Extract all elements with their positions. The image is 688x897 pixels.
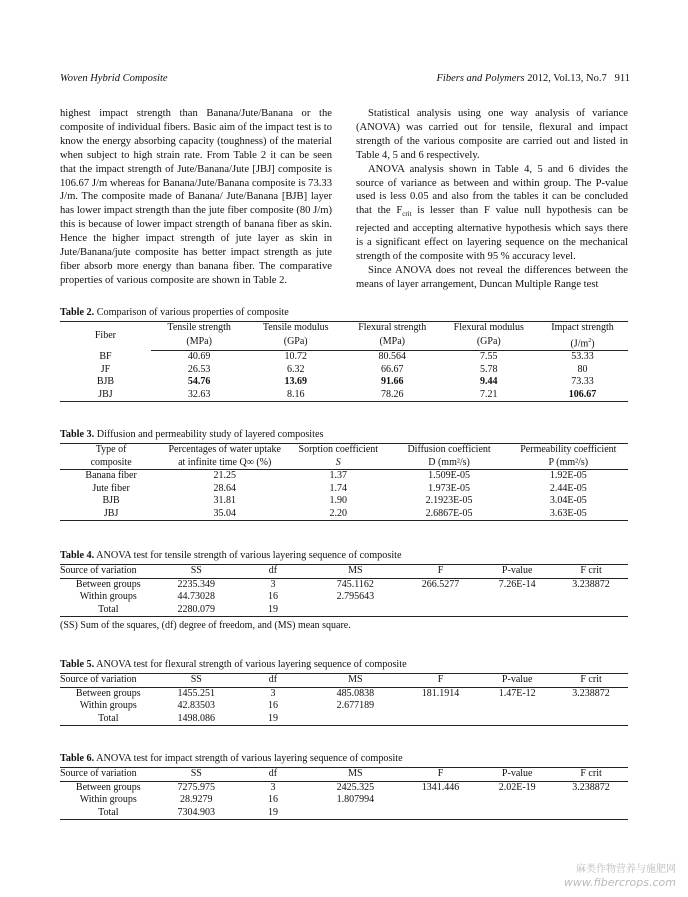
table-cell — [480, 713, 554, 726]
table-header-cell: P-value — [480, 565, 554, 579]
table-cell: 1.973E-05 — [428, 482, 471, 494]
table-cell: 9.44 — [480, 376, 498, 388]
table-cell: 80 — [577, 363, 588, 375]
table-cell — [401, 700, 481, 713]
table-row — [60, 578, 628, 591]
table-header-unit: (GPa) — [441, 335, 538, 351]
table-cell: 745.1162 — [336, 578, 374, 590]
table-header-unit: (MPa) — [344, 335, 441, 351]
table-cell: 16 — [267, 794, 278, 805]
table-4-caption: Table 4. ANOVA test for tensile strength of various layering sequence of composite — [60, 550, 402, 561]
table-cell: 1.509E-05 — [428, 470, 471, 481]
table-3-caption: Table 3. Diffusion and permeability study of layered composites — [60, 429, 324, 440]
running-header-title: Woven Hybrid Composite — [60, 73, 168, 84]
journal-name: Fibers and Polymers — [436, 73, 525, 84]
table-6-grid — [60, 767, 628, 820]
table-header-cell: Flexural modulus — [441, 322, 538, 335]
table-cell: JF — [100, 363, 111, 375]
table-2-grid — [60, 321, 628, 402]
table-row — [60, 807, 628, 820]
table-header-cell: Sorption coefficient — [287, 444, 389, 457]
table-6 — [60, 753, 628, 820]
table-row — [60, 781, 628, 794]
table-4-grid — [60, 564, 628, 617]
table-cell — [310, 713, 401, 726]
table-2-caption: Table 2. Comparison of various properties of composite — [60, 307, 289, 318]
table-cell: 6.32 — [286, 363, 305, 375]
left-paragraph: highest impact strength than Banana/Jute/Banana or the composite of individual fibers. Basic aim of the impact test is to know the energy absorbing capacity (toughness) of the material when subject to high strain rate. From Table 2 it can be seen that the impact strength of Jute/Banana/Jute [JBJ] composite is 106.67 J/m whereas for Banana/Jute/Banana composite is 73.33 J/m. The composite made of Banana/ Jute/Banana [BJB] layer has lower impact strength than the jute fiber composite (80 J/m) this is because of lower impact strength of banana fiber as skin. Hence the higher impact strength of jute layer as skin in Jute/Banana/jute composite has better impact strength as jute fiber absorb more energy than banana fiber. The comparative properties of various composite are shown in Table 2. — [60, 108, 332, 286]
table-cell: Total — [60, 604, 157, 617]
table-cell: 13.69 — [284, 376, 307, 388]
table-cell: 2.6867E-05 — [389, 508, 508, 521]
left-column — [60, 107, 332, 288]
table-header-cell: Source of variation — [60, 674, 157, 688]
table-5-grid — [60, 673, 628, 726]
table-header-cell: Source of variation — [60, 768, 157, 782]
table-3 — [60, 429, 628, 521]
table-cell: 21.25 — [213, 470, 236, 481]
table-cell: 2.1923E-05 — [425, 495, 473, 506]
table-cell: 32.63 — [151, 389, 248, 402]
table-header-cell: P-value — [480, 674, 554, 688]
table-header-cell: Fiber — [60, 322, 151, 351]
table-cell: JBJ — [60, 389, 151, 402]
table-cell: 2.02E-19 — [498, 781, 536, 793]
page-number: 911 — [614, 73, 630, 84]
table-cell — [554, 794, 628, 807]
table-5 — [60, 659, 628, 726]
table-cell — [480, 807, 554, 820]
table-cell: 10.72 — [284, 351, 307, 363]
table-header-cell: Permeability coefficient — [509, 444, 628, 457]
journal-volume-info: 2012, Vol.13, No.7 — [527, 73, 607, 84]
running-header-journal — [437, 73, 631, 84]
table-cell: Within groups — [79, 591, 137, 602]
table-header-unit: at infinite time Q∞ (%) — [162, 457, 287, 470]
table-cell — [554, 700, 628, 713]
table-row — [60, 508, 628, 521]
table-cell: 1.37 — [329, 470, 348, 481]
table-3-grid — [60, 443, 628, 521]
table-cell: 1.74 — [329, 482, 348, 494]
table-header-cell: Diffusion coefficient — [389, 444, 508, 457]
table-header-cell: F crit — [554, 565, 628, 579]
table-cell: 16 — [267, 591, 278, 602]
table-cell: 1.807994 — [336, 794, 375, 805]
table-cell: 2.44E-05 — [549, 482, 587, 494]
table-row — [60, 470, 628, 483]
table-cell: 19 — [236, 807, 310, 820]
table-cell: 7.21 — [441, 389, 538, 402]
table-2 — [60, 307, 628, 402]
table-cell — [310, 604, 401, 617]
table-cell: 2425.325 — [336, 781, 375, 793]
table-header-cell: Flexural strength — [344, 322, 441, 335]
table-header-cell: F — [401, 768, 481, 782]
table-cell: 1498.086 — [157, 713, 237, 726]
table-header-unit: $(J/m^2)$ — [537, 335, 628, 351]
table-header-cell: MS — [310, 674, 401, 688]
table-cell: 1.47E-12 — [498, 687, 536, 699]
table-cell: 19 — [236, 713, 310, 726]
table-cell: 66.67 — [380, 363, 404, 375]
table-cell: BF — [99, 351, 112, 363]
table-cell: 2.795643 — [336, 591, 375, 602]
table-cell — [480, 591, 554, 604]
table-cell: Jute fiber — [92, 482, 130, 494]
table-cell: 2280.079 — [157, 604, 237, 617]
table-header-cell: df — [236, 565, 310, 579]
table-cell: 8.16 — [247, 389, 344, 402]
table-cell: 31.81 — [213, 495, 236, 506]
table-cell: Between groups — [75, 578, 141, 590]
table-header-cell: Type of — [60, 444, 162, 457]
table-cell: 42.83503 — [177, 700, 216, 711]
table-cell — [554, 604, 628, 617]
table-row — [60, 389, 628, 402]
table-row — [60, 700, 628, 713]
table-cell: 53.33 — [571, 351, 594, 363]
table-cell: 54.76 — [187, 376, 211, 388]
table-cell: 7.55 — [480, 351, 498, 363]
table-cell: 485.0838 — [336, 687, 375, 699]
table-cell — [554, 807, 628, 820]
table-row — [60, 591, 628, 604]
table-cell: 80.564 — [378, 351, 406, 363]
table-cell: 181.1914 — [421, 687, 460, 699]
table-row — [60, 483, 628, 496]
table-header-cell: SS — [157, 565, 237, 579]
table-6-caption: Table 6. ANOVA test for impact strength of various layering sequence of composite — [60, 753, 403, 764]
table-header-cell: F crit — [554, 674, 628, 688]
table-cell: 7.26E-14 — [498, 578, 536, 590]
table-cell — [401, 713, 481, 726]
table-cell: 1341.446 — [421, 781, 460, 793]
table-cell: Banana fiber — [85, 470, 137, 481]
table-cell: 2.20 — [287, 508, 389, 521]
table-cell: Total — [60, 713, 157, 726]
table-row — [60, 376, 628, 389]
table-header-cell: MS — [310, 565, 401, 579]
table-header-cell: SS — [157, 768, 237, 782]
table-cell — [401, 794, 481, 807]
table-cell: 3.238872 — [572, 781, 610, 793]
table-cell — [554, 713, 628, 726]
table-header-unit: S — [287, 457, 389, 470]
table-cell: 28.64 — [213, 482, 236, 494]
table-header-cell: Tensile strength — [151, 322, 248, 335]
table-header-cell: Source of variation — [60, 565, 157, 579]
table-cell: 3.238872 — [572, 578, 610, 590]
table-cell: 26.53 — [187, 363, 211, 375]
table-cell: 3.238872 — [572, 687, 610, 699]
table-cell: Between groups — [75, 781, 141, 793]
table-cell: 106.67 — [537, 389, 628, 402]
watermark — [564, 863, 676, 889]
table-cell: 19 — [236, 604, 310, 617]
table-5-caption: Table 5. ANOVA test for flexural strength of various layering sequence of composite — [60, 659, 407, 670]
table-cell: 1455.251 — [177, 687, 216, 699]
right-paragraph-3: Since ANOVA does not reveal the differences between the means of layer arrangement, Duncan Multiple Range test — [356, 265, 628, 290]
watermark-url: www.fibercrops.com — [563, 876, 676, 889]
table-cell: 3 — [270, 578, 276, 590]
table-row — [60, 794, 628, 807]
table-cell: 3 — [270, 781, 276, 793]
table-cell: Between groups — [75, 687, 141, 699]
table-cell — [480, 794, 554, 807]
table-header-unit: P (mm²/s) — [509, 457, 628, 470]
table-cell: 2235.349 — [177, 578, 216, 590]
table-cell — [401, 807, 481, 820]
table-cell: 7275.975 — [177, 781, 216, 793]
table-header-cell: Impact strength — [537, 322, 628, 335]
table-header-unit: (MPa) — [151, 335, 248, 351]
right-column — [356, 107, 628, 292]
table-header-cell: MS — [310, 768, 401, 782]
right-paragraph-2: ANOVA analysis shown in Table 4, 5 and 6 divides the source of variance as between and within group. The P-value used is less 0.05 and also from the tables it can be concluded that the $F_{crit}$ is lesser than F value null hypothesis can be rejected and accepting alternative hypothesis which says there is a significant effect on layering sequence on the mechanical strength of the composite with 95 % accuracy level. — [356, 163, 628, 263]
table-cell — [554, 591, 628, 604]
table-cell — [310, 807, 401, 820]
table-header-unit: composite — [60, 457, 162, 470]
table-cell: 266.5277 — [421, 578, 460, 590]
table-cell: 40.69 — [187, 351, 211, 363]
table-cell: 35.04 — [162, 508, 287, 521]
table-cell — [480, 604, 554, 617]
table-cell: 73.33 — [571, 376, 594, 388]
table-cell: Within groups — [79, 794, 137, 805]
table-cell — [401, 604, 481, 617]
table-cell: 1.92E-05 — [549, 470, 587, 481]
table-header-unit: (GPa) — [247, 335, 344, 351]
table-header-cell: df — [236, 768, 310, 782]
table-cell: 44.73028 — [177, 591, 216, 602]
table-header-cell: P-value — [480, 768, 554, 782]
table-header-cell: F — [401, 674, 481, 688]
table-cell: 2.677189 — [336, 700, 375, 711]
table-cell: 7304.903 — [157, 807, 237, 820]
table-row — [60, 351, 628, 364]
table-cell — [480, 700, 554, 713]
table-cell: Total — [60, 807, 157, 820]
table-cell: 1.90 — [329, 495, 348, 506]
table-cell: 3 — [270, 687, 276, 699]
table-cell: 5.78 — [480, 363, 498, 375]
table-row — [60, 364, 628, 377]
table-row — [60, 687, 628, 700]
table-header-cell: Percentages of water uptake — [162, 444, 287, 457]
table-cell: JBJ — [60, 508, 162, 521]
table-header-cell: F crit — [554, 768, 628, 782]
table-4 — [60, 550, 628, 631]
table-header-cell: F — [401, 565, 481, 579]
table-cell: 28.9279 — [180, 794, 213, 805]
table-cell: 16 — [267, 700, 278, 711]
table-cell: Within groups — [79, 700, 137, 711]
table-row — [60, 604, 628, 617]
table-header-unit: D (mm²/s) — [389, 457, 508, 470]
table-row — [60, 713, 628, 726]
table-4-footnote: (SS) Sum of the squares, (df) degree of freedom, and (MS) mean square. — [60, 620, 351, 631]
table-cell: BJB — [96, 376, 115, 388]
table-cell: 78.26 — [344, 389, 441, 402]
table-header-cell: df — [236, 674, 310, 688]
table-cell — [401, 591, 481, 604]
table-header-cell: SS — [157, 674, 237, 688]
table-cell: BJB — [102, 495, 120, 506]
table-cell: 91.66 — [380, 376, 404, 388]
table-row — [60, 495, 628, 508]
table-cell: 3.63E-05 — [509, 508, 628, 521]
table-cell: 3.04E-05 — [549, 495, 587, 506]
right-paragraph-1: Statistical analysis using one way analysis of variance (ANOVA) was carried out for tensile, flexural and impact strength of the various composite are carried out and listed in Table 4, 5 and 6 respectively. — [356, 108, 628, 161]
table-header-cell: Tensile modulus — [247, 322, 344, 335]
watermark-chinese: 麻类作物营养与施肥网 — [576, 864, 676, 875]
